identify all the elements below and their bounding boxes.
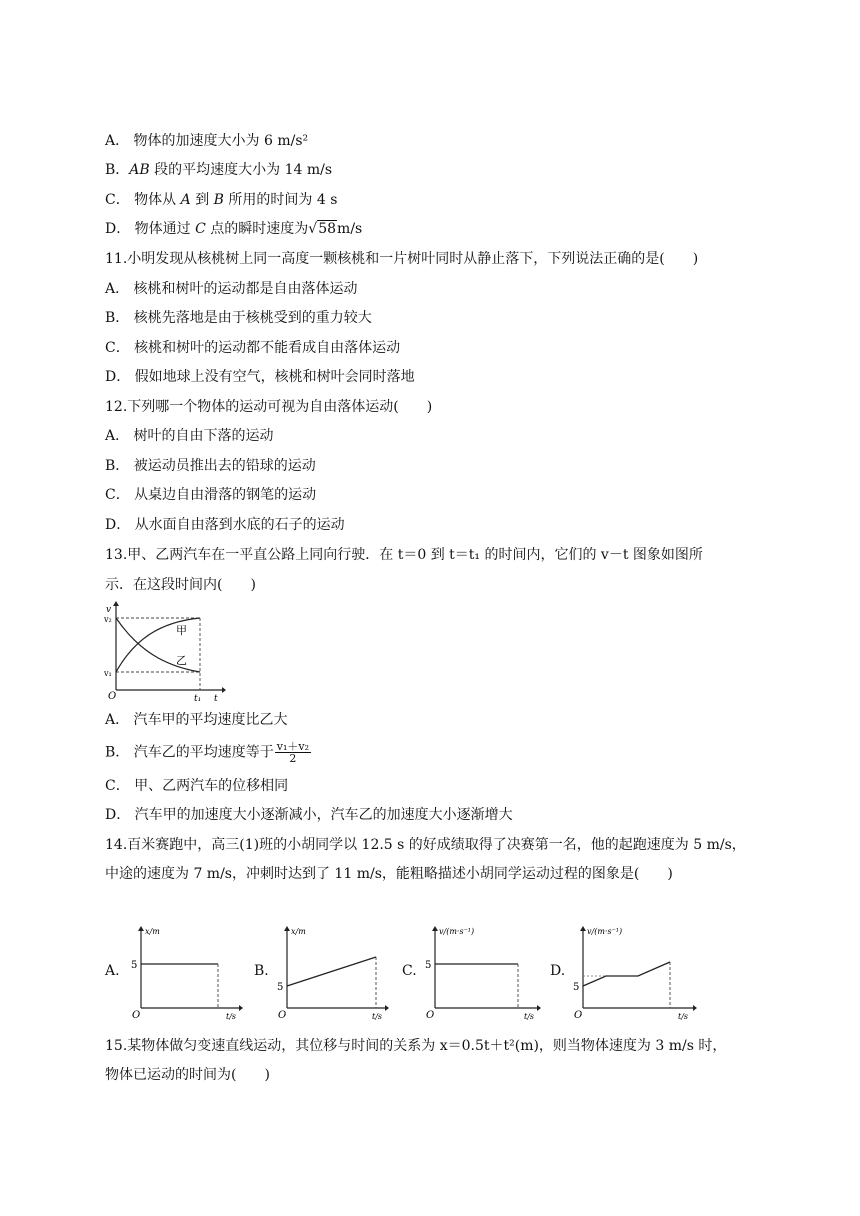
q14-option-d-label: D. [550,963,566,979]
q11-option-b: B． 核桃先落地是由于核桃受到的重力较大 [105,310,372,326]
q14-graph-d [568,924,702,1020]
q14-stem-line2: 中途的速度为 7 m/s，冲刺时达到了 11 m/s，能粗略描述小胡同学运动过程的图象是( ) [105,866,673,882]
q10-option-d-mid: 点的瞬时速度为 [205,221,309,237]
q11-stem: 11.小明发现从核桃树上同一高度一颗核桃和一片树叶同时从静止落下，下列说法正确的是( ) [105,251,699,267]
sqrt-radicand: 58 [318,221,337,237]
q10-option-c-prefix: C． 物体从 [105,192,181,208]
q13-yi-label: 乙 [176,654,187,667]
q12-stem: 12.下列哪一个物体的运动可视为自由落体运动( ) [105,399,433,415]
q14-a-tick: 5 [131,960,138,971]
q14-b-origin: O [278,1010,287,1020]
q10-option-c-var1: A [180,192,191,208]
q13-option-d: D． 汽车甲的加速度大小逐渐减小，汽车乙的加速度大小逐渐增大 [105,807,513,823]
q14-graph-c [420,924,544,1020]
q13-option-b [105,741,311,764]
q14-c-xlabel: t/s [524,1012,535,1020]
sqrt-symbol: √58 [308,221,337,237]
q13-v-axis-arrow [113,601,119,606]
q13-v1-label: v₁ [104,669,112,678]
q13-origin-label: O [108,691,117,702]
q10-option-d-unit: m/s [337,221,363,237]
q10-option-c-var2: B [213,192,224,208]
q14-b-line [287,957,376,986]
q14-c-tick: 5 [425,960,432,971]
q15-stem-line2: 物体已运动的时间为( ) [105,1067,270,1083]
q13-option-a: A． 汽车甲的平均速度比乙大 [105,712,288,728]
q11-option-c: C． 核桃和树叶的运动都不能看成自由落体运动 [105,340,401,356]
q12-option-c: C． 从桌边自由滑落的钢笔的运动 [105,487,317,503]
q14-a-origin: O [132,1010,141,1020]
q14-b-xlabel: t/s [372,1012,383,1020]
q14-option-a-label: A. [105,963,120,979]
q12-option-a: A． 树叶的自由下落的运动 [105,428,274,444]
q10-option-d-prefix: D． 物体通过 [105,221,196,237]
q14-graph-b [272,924,392,1020]
q10-option-d-var: C [195,221,206,237]
q13-stem-line1: 13.甲、乙两汽车在一平直公路上同向行驶．在 t＝0 到 t＝t₁ 的时间内，它们的 v－t 图象如图所 [105,547,703,563]
q10-option-c-mid: 到 [190,192,214,208]
q13-curve-yi [116,618,200,672]
q10-option-c-rest: 所用的时间为 4 s [223,192,338,208]
q13-fraction-denominator: 2 [289,752,297,765]
q14-d-tick: 5 [573,982,580,993]
q13-fraction [275,741,311,764]
q10-option-a: A． 物体的加速度大小为 6 m/s² [105,133,309,149]
q13-jia-label: 甲 [176,624,187,637]
q10-option-b-var: AB [129,162,150,178]
q10-option-b-rest: 段的平均速度大小为 14 m/s [149,162,333,178]
q11-option-a: A． 核桃和树叶的运动都是自由落体运动 [105,281,358,297]
q10-option-c [105,191,337,209]
q13-option-c: C． 甲、乙两汽车的位移相同 [105,778,289,794]
q14-c-origin: O [426,1010,435,1020]
q12-option-b: B． 被运动员推出去的铅球的运动 [105,458,316,474]
q14-b-tick: 5 [277,982,284,993]
q14-option-b-label: B. [254,963,269,979]
q13-option-b-prefix: B． 汽车乙的平均速度等于 [105,744,274,761]
q13-vt-graph [104,600,226,704]
q14-a-ylabel: x/m [145,927,160,936]
q14-b-ylabel: x/m [291,927,306,936]
q10-option-b-prefix: B． [105,162,130,178]
q13-curve-jia [116,618,200,672]
q14-d-origin: O [574,1010,583,1020]
q14-c-ylabel: v/(m·s⁻¹) [439,927,475,936]
q14-graph-a [126,924,246,1020]
q10-option-b [105,161,332,179]
q12-option-d: D． 从水面自由落到水底的石子的运动 [105,517,345,533]
q10-option-d [105,220,362,238]
q13-t-label: t [214,694,218,704]
q14-a-xlabel: t/s [226,1012,237,1020]
q13-stem-line2: 示．在这段时间内( ) [105,577,256,593]
q13-v2-label: v₂ [104,615,112,624]
q14-option-c-label: C. [402,963,417,979]
q14-d-ylabel: v/(m·s⁻¹) [587,927,623,936]
q14-d-line [583,962,670,986]
q14-stem-line1: 14.百米赛跑中，高三(1)班的小胡同学以 12.5 s 的好成绩取得了决赛第一名，他的起跑速度为 5 m/s， [105,837,746,853]
q13-t-axis-arrow [222,687,226,693]
q13-fraction-numerator: v₁＋v₂ [276,740,309,753]
q13-t1-label: t₁ [194,694,202,704]
q14-d-xlabel: t/s [678,1012,689,1020]
q11-option-d: D． 假如地球上没有空气，核桃和树叶会同时落地 [105,369,415,385]
q13-v-label: v [106,605,112,615]
q15-stem-line1: 15.某物体做匀变速直线运动，其位移与时间的关系为 x＝0.5t＋t²(m)，则当物体速度为 3 m/s 时， [105,1038,727,1054]
